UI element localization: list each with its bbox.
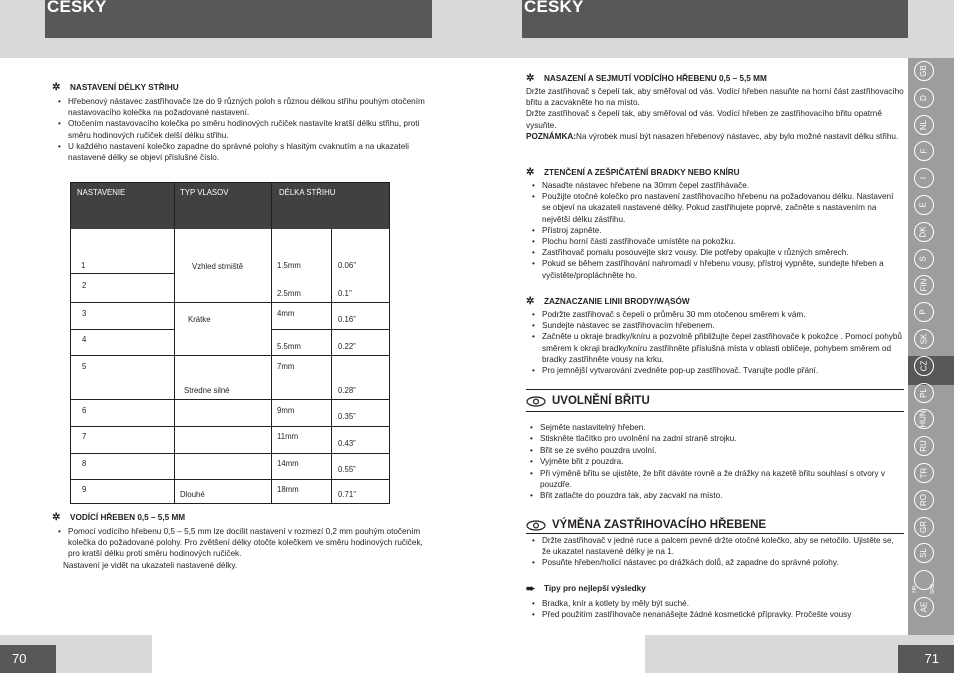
table-header-cell: TYP VLASOV bbox=[180, 188, 229, 197]
table-cell: 7 bbox=[82, 432, 87, 441]
right-page bbox=[477, 0, 954, 673]
language-tab-label: DK bbox=[919, 226, 928, 238]
language-tab-label: P bbox=[919, 309, 928, 315]
table-cell: 4 bbox=[82, 335, 87, 344]
table-header bbox=[71, 183, 389, 229]
table-cell: 9 bbox=[82, 485, 87, 494]
table-divider bbox=[174, 302, 389, 303]
language-tab-label: GB bbox=[919, 65, 928, 77]
section-heading bbox=[526, 167, 904, 178]
section-outline bbox=[526, 296, 904, 376]
list-item: • Vyjměte břit z pouzdra. bbox=[528, 456, 904, 467]
language-tab-label: TR bbox=[918, 467, 928, 479]
language-tab-label: PL bbox=[918, 387, 928, 398]
table-divider bbox=[71, 453, 389, 454]
page-number: 71 bbox=[898, 645, 954, 673]
table-cell: 1 bbox=[81, 261, 86, 270]
section-heading bbox=[526, 518, 904, 532]
gear-icon: ✲ bbox=[526, 72, 535, 84]
section-attach-comb bbox=[526, 73, 904, 142]
language-tab-ae[interactable] bbox=[914, 597, 934, 617]
table-cell: Krátke bbox=[188, 315, 211, 324]
bullet-list bbox=[526, 422, 904, 502]
table-cell: Stredne silné bbox=[184, 386, 230, 395]
section-heading bbox=[526, 296, 904, 307]
paragraph: Držte zastřihovač s čepelí tak, aby směřoval od vás. Vodící hřeben nasuňte na horní část zastřihovacího břitu a zacvakněte ho na místo. bbox=[526, 87, 904, 108]
length-table bbox=[70, 182, 390, 504]
table-header-cell: DÉLKA STŘIHU bbox=[279, 188, 336, 197]
section-heading-text: VODÍCÍ HŘEBEN 0,5 – 5,5 MM bbox=[70, 513, 186, 522]
table-divider bbox=[174, 183, 175, 503]
table-cell: 18mm bbox=[277, 485, 299, 494]
table-cell: 2 bbox=[82, 281, 87, 290]
bullet-list bbox=[526, 535, 904, 569]
list-item: • Sundejte nástavec se zastřihovacím hřebenem. bbox=[530, 320, 904, 331]
divider bbox=[526, 533, 904, 534]
language-tab-label: FIN bbox=[918, 278, 928, 292]
language-tab-label: HUN bbox=[919, 410, 928, 429]
section-heading-text: UVOLNĚNÍ BŘITU bbox=[552, 395, 650, 407]
section-heading-text: ZAZNACZANIE LINII BRODY/WĄSÓW bbox=[544, 297, 690, 306]
table-cell: 5.5mm bbox=[277, 342, 301, 351]
table-divider bbox=[174, 355, 389, 356]
language-tab-label: E bbox=[919, 202, 928, 208]
section-comb-replace bbox=[526, 518, 904, 569]
language-tab-gb[interactable] bbox=[914, 61, 934, 81]
table-divider bbox=[71, 426, 389, 427]
table-cell: 0.43” bbox=[338, 439, 356, 448]
language-tab-label: I bbox=[918, 177, 928, 180]
bullet-list bbox=[526, 180, 904, 281]
language-tab-label: HR SRB bbox=[912, 584, 936, 595]
table-cell: 9mm bbox=[277, 406, 295, 415]
header-title: CESKY bbox=[47, 0, 107, 16]
table-cell: 6 bbox=[82, 406, 87, 415]
language-tab-e[interactable] bbox=[914, 195, 934, 215]
table-cell: 0.55” bbox=[338, 465, 356, 474]
eye-icon bbox=[526, 520, 546, 531]
section-heading-text: ZTENČENÍ A ZEŠPIČATĚNÍ BRADKY NEBO KNÍRU bbox=[544, 168, 740, 177]
list-item: • Použijte otočné kolečko pro nastavení zastřihovacího hřebenu na požadovanou délku. Nastavení se objeví na ukazateli nastavené délky. Pokud zastřihujete poprvé, začněte s nastavením na největší délku zástřihu. bbox=[530, 191, 904, 225]
table-cell: Vzhled strniště bbox=[192, 262, 244, 271]
language-tab-label: RO bbox=[919, 493, 928, 506]
eye-icon bbox=[526, 396, 546, 407]
note-paragraph bbox=[526, 131, 904, 142]
list-item: • Pro jemnější vytvarování zvedněte pop-up zastřihovač. Tvarujte podle přání. bbox=[530, 365, 904, 376]
note-text: Nastavení je vidět na ukazateli nastavené délky. bbox=[63, 560, 238, 570]
section-tips bbox=[526, 583, 904, 620]
language-tab-label: D bbox=[919, 94, 928, 101]
language-tab-hr-srb[interactable] bbox=[912, 570, 936, 595]
table-cell: 0.22” bbox=[338, 342, 356, 351]
paragraph: Držte zastřihovač s čepelí tak, aby směřoval od vás. Vodící hřeben ze zastřihovacího břitu opatrně vysuňte. bbox=[526, 109, 882, 130]
note-text: Na výrobek musí být nasazen hřebenový nástavec, aby bylo možné nastavit délku střihu. bbox=[576, 131, 899, 141]
section-heading-text: Tipy pro nejlepší výsledky bbox=[544, 584, 646, 593]
list-item: • Podržte zastřihovač s čepelí o průměru 30 mm otočenou směrem k vám. bbox=[530, 309, 904, 320]
list-item: • Stiskněte tlačítko pro uvolnění na zadní straně strojku. bbox=[528, 433, 904, 444]
language-tab-gr[interactable] bbox=[914, 517, 934, 537]
table-cell: 7mm bbox=[277, 362, 295, 371]
table-cell: 4mm bbox=[277, 309, 295, 318]
section-heading bbox=[52, 512, 432, 523]
language-tab-s[interactable] bbox=[914, 249, 934, 269]
header-title: CESKY bbox=[524, 0, 584, 16]
gear-icon: ✲ bbox=[52, 511, 61, 523]
section-heading-text: VÝMĚNA ZASTŘIHOVACÍHO HŘEBENE bbox=[552, 519, 767, 531]
table-divider bbox=[71, 399, 389, 400]
list-item: • Při výměně břitu se ujistěte, že břit dáváte rovně a že drážky na kazetě břitu souhlasí s otvory v pouzdře. bbox=[528, 468, 904, 491]
list-item: • Břit se ze svého pouzdra uvolní. bbox=[528, 445, 904, 456]
list-item: • Před použitím zastřihovače nenanášejte žádné kosmetické přípravky. Pročešte vousy bbox=[530, 609, 904, 620]
table-cell: 0.16” bbox=[338, 315, 356, 324]
language-tab-pl[interactable] bbox=[914, 383, 934, 403]
section-thinning bbox=[526, 167, 904, 281]
table-divider bbox=[271, 329, 389, 330]
table-cell: 14mm bbox=[277, 459, 299, 468]
divider bbox=[526, 389, 904, 390]
section-heading-text: NASTAVENÍ DÉLKY STŘIHU bbox=[70, 83, 179, 92]
table-cell: 1.5mm bbox=[277, 261, 301, 270]
table-divider bbox=[71, 273, 174, 274]
language-tab-nl[interactable] bbox=[914, 115, 934, 135]
language-tab-d[interactable] bbox=[914, 88, 934, 108]
section-heading bbox=[526, 394, 904, 408]
header-box bbox=[522, 0, 908, 38]
list-item: • Držte zastřihovač v jedné ruce a palcem pevně držte otočné kolečko, aby se netočilo. Ujistěte se, že ukazatel nastavené délky je na 1. bbox=[530, 535, 904, 557]
language-tab-label: AE bbox=[918, 601, 928, 613]
page-number: 70 bbox=[0, 645, 56, 673]
section-heading bbox=[526, 73, 904, 84]
gear-icon: ✲ bbox=[526, 166, 535, 178]
language-tab-sk[interactable] bbox=[914, 329, 934, 349]
list-item: • Začněte u okraje bradky/kníru a pozvolně přibližujte čepel zastřihovače k pokožce . Pomocí pohybů směrem k okraji bradky/kníru zastřihněte příslušná místa v oblasti obličeje, pohybem směrem od bradky zastřihněte vousy na krku. bbox=[530, 331, 904, 365]
language-tab-cz[interactable] bbox=[914, 356, 934, 376]
table-cell: 8 bbox=[82, 459, 87, 468]
language-tab-label: SL bbox=[918, 548, 928, 559]
language-tab-dk[interactable] bbox=[914, 222, 934, 242]
language-tab-label: GR bbox=[919, 520, 928, 533]
bullet-list bbox=[526, 309, 904, 376]
list-item: • Pomocí vodícího hřebenu 0,5 – 5,5 mm lze docílit nastavení v rozmezí 0,2 mm pouhým otočením kolečka do požadované polohy. Pro zvětšení délky otočte kolečkem ve směru hodinových ručiček, pro kratší délku proti směru hodinových ručiček. bbox=[56, 526, 432, 560]
table-cell: 0.71’’ bbox=[338, 490, 357, 499]
table-divider bbox=[71, 355, 174, 356]
gear-icon: ✲ bbox=[52, 81, 61, 93]
table-header-cell: NASTAVENIE bbox=[77, 188, 126, 197]
language-tab-tr[interactable] bbox=[914, 463, 934, 483]
table-cell: Dlouhé bbox=[180, 490, 205, 499]
list-item: • Plochu horní části zastřihovače umístěte na pokožku. bbox=[530, 236, 904, 247]
bullet-list bbox=[52, 96, 432, 163]
language-tab-label: NL bbox=[918, 119, 928, 130]
list-item: • Přístroj zapněte. bbox=[530, 225, 904, 236]
table-cell: 0.35” bbox=[338, 412, 356, 421]
section-heading bbox=[526, 583, 904, 594]
table-divider bbox=[71, 329, 174, 330]
list-item: • U každého nastavení kolečko zapadne do správné polohy s hlasitým cvaknutím a na ukazateli nastavené délky se objeví příslušné číslo. bbox=[56, 141, 432, 163]
table-cell: 2.5mm bbox=[277, 289, 301, 298]
bullet-list bbox=[526, 598, 904, 620]
table-cell: 5 bbox=[82, 362, 87, 371]
list-item: • Břit zatlačte do pouzdra tak, aby zacvakl na místo. bbox=[528, 490, 904, 501]
table-cell: 0.06’’ bbox=[338, 261, 357, 270]
header-box bbox=[45, 0, 432, 38]
language-tab-label: SK bbox=[918, 333, 928, 345]
language-tab-label: RU bbox=[919, 440, 928, 452]
table-divider bbox=[271, 183, 272, 503]
gear-icon: ✲ bbox=[526, 295, 535, 307]
arrow-right-icon: ➨ bbox=[526, 582, 536, 595]
list-item: • Otočením nastavovacího kolečka po směru hodinových ručiček nastavíte kratší délku střihu, proti směru hodinových ručiček delší délku střihu. bbox=[56, 118, 432, 140]
bullet-list bbox=[52, 526, 432, 560]
list-item: • Hřebenový nástavec zastřihovače lze do 9 různých poloh s různou délkou střihu pouhým otočením nastavovacího kolečka na požadované nastavení. bbox=[56, 96, 432, 118]
section-heading bbox=[52, 82, 432, 93]
table-cell: 3 bbox=[82, 309, 87, 318]
list-item: • Zastřihovač pomalu posouvejte skrz vousy. Dle potřeby opakujte v různých směrech. bbox=[530, 247, 904, 258]
list-item: • Posuňte hřeben/holicí nástavec po drážkách dolů, až zapadne do správné polohy. bbox=[530, 557, 904, 568]
section-guide-comb bbox=[52, 512, 432, 571]
list-item: • Pokud se během zastřihování nahromadí v hřebenu vousy, přístroj vypněte, sundejte hřeben a vyčistěte/propláchněte ho. bbox=[530, 258, 904, 280]
language-tab-label: F bbox=[918, 148, 928, 154]
list-item: • Sejměte nastavitelný hřeben. bbox=[528, 422, 904, 433]
table-cell: 11mm bbox=[277, 432, 299, 441]
table-divider bbox=[331, 229, 332, 503]
section-cut-length bbox=[52, 82, 432, 163]
language-tab-label: CZ bbox=[918, 360, 928, 372]
table-divider bbox=[71, 479, 389, 480]
table-divider bbox=[71, 302, 174, 303]
section-heading-text: NASAZENÍ A SEJMUTÍ VODÍCÍHO HŘEBENU 0,5 – 5,5 MM bbox=[544, 74, 767, 83]
list-item: • Bradka, knír a kotlety by měly být suché. bbox=[530, 598, 904, 609]
language-tab-label: S bbox=[919, 255, 928, 262]
divider bbox=[526, 411, 904, 412]
table-cell: 0.1’’ bbox=[338, 289, 353, 298]
table-cell: 0.28” bbox=[338, 386, 356, 395]
language-tab-ro[interactable] bbox=[914, 490, 934, 510]
note-label: POZNÁMKA: bbox=[526, 131, 577, 141]
list-item: • Nasaďte nástavec hřebene na 30mm čepel zastřihávače. bbox=[530, 180, 904, 191]
language-tab-hun[interactable] bbox=[914, 409, 934, 429]
